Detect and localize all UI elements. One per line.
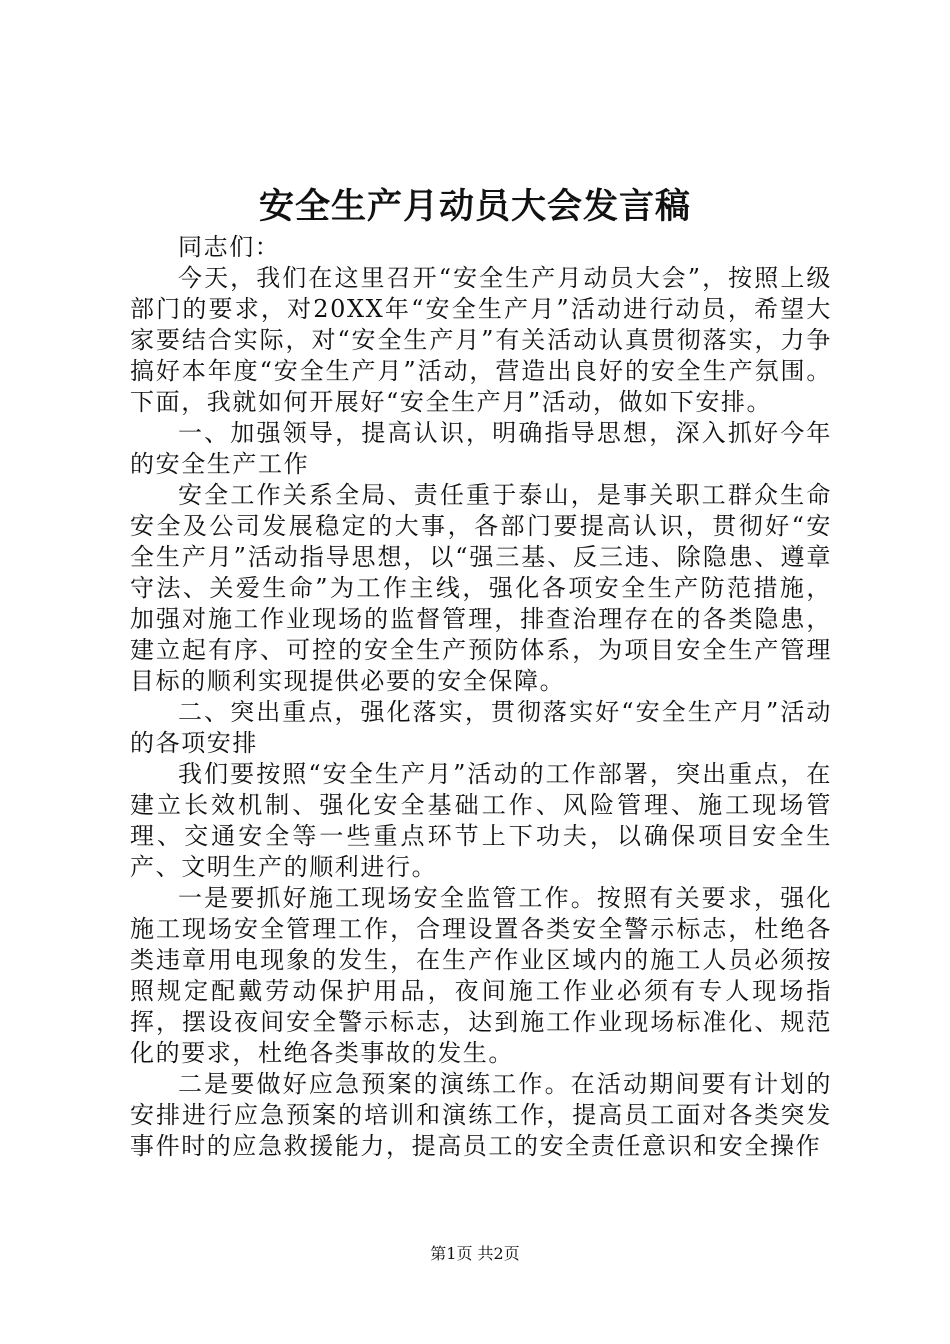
document-body (130, 232, 832, 1162)
page-footer: 第1页 共2页 (430, 1244, 520, 1263)
point-two-paragraph: 二是要做好应急预案的演练工作。在活动期间要有计划的安排进行应急预案的培训和演练工作，提高员工面对各类突发事件时的应急救援能力，提高员工的安全责任意识和安全操作 (130, 1070, 832, 1160)
intro-paragraph: 今天，我们在这里召开“安全生产月动员大会”，按照上级部门的要求，对20XX年“安全生产月”活动进行动员，希望大家要结合实际，对“安全生产月”有关活动认真贯彻落实，力争搞好本年度“安全生产月”活动，营造出良好的安全生产氛围。下面，我就如何开展好“安全生产月”活动，做如下安排。 (130, 264, 832, 416)
section-two-paragraph: 我们要按照“安全生产月”活动的工作部署，突出重点，在建立长效机制、强化安全基础工作、风险管理、施工现场管理、交通安全等一些重点环节上下功夫，以确保项目安全生产、文明生产的顺利进行。 (130, 760, 832, 881)
document-title: 安全生产月动员大会发言稿 (258, 186, 691, 227)
section-one-heading: 一、加强领导，提高认识，明确指导思想，深入抓好今年的安全生产工作 (130, 419, 832, 478)
section-two-heading: 二、突出重点，强化落实，贯彻落实好“安全生产月”活动的各项安排 (130, 698, 832, 757)
section-one-paragraph: 安全工作关系全局、责任重于泰山，是事关职工群众生命安全及公司发展稳定的大事，各部门要提高认识，贯彻好“安全生产月”活动指导思想，以“强三基、反三违、除隐患、遵章守法、关爱生命”为工作主线，强化各项安全生产防范措施，加强对施工作业现场的监督管理，排查治理存在的各类隐患，建立起有序、可控的安全生产预防体系，为项目安全生产管理目标的顺利实现提供必要的安全保障。 (130, 481, 832, 695)
point-one-paragraph: 一是要抓好施工现场安全监管工作。按照有关要求，强化施工现场安全管理工作，合理设置各类安全警示标志，杜绝各类违章用电现象的发生，在生产作业区域内的施工人员必须按照规定配戴劳动保护用品，夜间施工作业必须有专人现场指挥，摆设夜间安全警示标志，达到施工作业现场标准化、规范化的要求，杜绝各类事故的发生。 (130, 884, 832, 1067)
salutation-paragraph: 同志们： (178, 233, 281, 261)
